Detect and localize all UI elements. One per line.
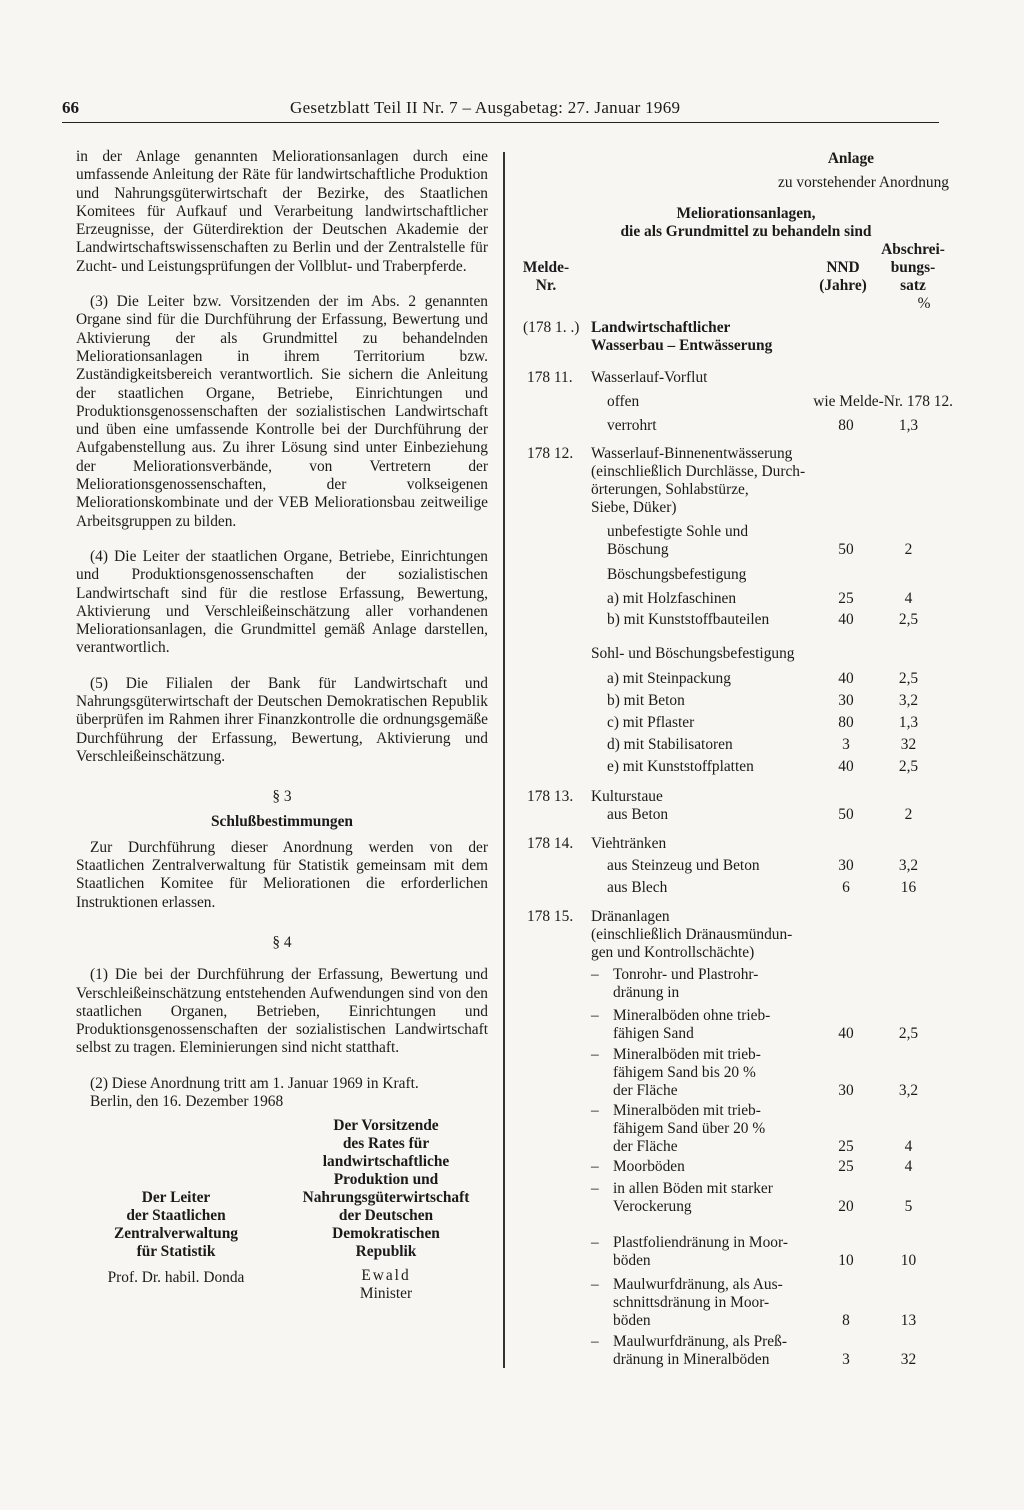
row-nnd: 30: [838, 691, 854, 709]
row-text: Sohl- und Böschungsbefestigung: [591, 644, 795, 662]
row-abschreibung: 4: [904, 1157, 913, 1175]
row-text-line: fähigen Sand: [613, 1024, 694, 1042]
sig-left-line: Zentralverwaltung: [114, 1225, 238, 1243]
sig-left-line: der Staatlichen: [126, 1207, 226, 1225]
row-text-line: Maulwurfdränung, als Aus-: [613, 1275, 783, 1293]
row-text: [591, 445, 851, 518]
dash-bullet: –: [591, 1179, 599, 1197]
row-text-line: gen und Kontrollschächte): [591, 944, 755, 962]
col-header-line: (Jahre): [819, 276, 867, 294]
row-number: 178 13.: [527, 787, 574, 805]
row-text: Wasserlauf-Vorflut: [591, 368, 708, 386]
row-text-line: Wasserlauf-Binnenentwässerung: [591, 444, 793, 462]
col-header-line: bungs-: [890, 258, 936, 276]
signature-right: [281, 1117, 491, 1303]
row-nnd: 30: [838, 1081, 854, 1099]
col-header-line: Melde-: [522, 258, 570, 276]
sig-right-line: landwirtschaftliche: [322, 1153, 450, 1171]
row-text: e) mit Kunststoffplatten: [607, 757, 754, 775]
row-nnd: 25: [838, 1157, 854, 1175]
row-text: [607, 523, 857, 560]
paragraph-3: (3) Die Leiter bzw. Vorsitzenden der im Abs. 2 genannten Organe sind für die Durchführung der Erfassung, Bewertung und Aktivierung der als Grundmittel zu behandelnden Meliorationsanlagen in ihrem Territorium bzw. Zuständigkeitsbereich verantwortlich. Sie sichern die Anleitung der staatlichen Organe, Betriebe, Einrichtungen und Produktionsgenossenschaften der sozialistischen Landwirtschaft und üben eine umfassende Kontrolle bei der Durchführung der Aufgabenstellung aus. Zu ihrer Lösung sind unter Einbeziehung der Meliorationsverbände, von Vertretern der Meliorationsgenossenschaften, der volkseigenen Meliorationskombinate und der VEB Meliorationsbau zeitweilige Arbeitsgruppen zu bilden.: [76, 293, 488, 530]
row-abschreibung: 2,5: [898, 1024, 919, 1042]
right-column: [521, 150, 953, 1368]
row-text-line: Kulturstaue: [591, 787, 663, 805]
row-text: a) mit Holzfaschinen: [607, 589, 737, 607]
row-text: b) mit Kunststoffbauteilen: [607, 610, 770, 628]
row-text: aus Steinzeug und Beton: [607, 856, 760, 874]
row-number: (178 1. .): [523, 318, 580, 336]
paragraph-5: (5) Die Filialen der Bank für Landwirtschaft und Nahrungsgüterwirtschaft der Deutschen Demokratischen Republik überprüfen im Rahmen ihrer Finanzkontrolle die ordnungsgemäße Durchführung der Erfassung, Bewertung, Aktivierung und Verschleißeinschätzung.: [76, 674, 488, 765]
row-text-line: Landwirtschaftlicher: [591, 318, 731, 336]
row-text-line: Siebe, Düker): [591, 499, 677, 517]
row-nnd: 50: [838, 805, 854, 823]
row-text-line: (einschließlich Durchlässe, Durch-: [591, 462, 806, 480]
anlage-title: Anlage: [827, 150, 874, 167]
col-header-melde-nr: [521, 259, 571, 295]
row-nnd: 50: [838, 540, 854, 558]
list-title: [521, 205, 951, 241]
row-abschreibung: 13: [900, 1311, 917, 1329]
col-header-abschreibungssatz: [873, 241, 953, 313]
section-3-number: § 3: [272, 788, 292, 806]
sig-left-name: Prof. Dr. habil. Donda: [107, 1269, 245, 1287]
section-3-text: Zur Durchführung dieser Anordnung werden von der Staatlichen Zentralverwaltung für Statistik gemeinsam mit dem Staatlichen Komitee für Meliorationen die erforderlichen Instruktionen erlassen.: [76, 838, 488, 911]
row-nnd: 25: [838, 1137, 854, 1155]
row-nnd: 30: [838, 856, 854, 874]
row-text: [591, 788, 841, 825]
row-text-line: Moorböden: [613, 1157, 685, 1175]
col-header-nnd: [813, 259, 873, 295]
row-text: b) mit Beton: [607, 691, 685, 709]
row-text: [591, 908, 851, 963]
dash-bullet: –: [591, 1045, 599, 1063]
row-nnd: 3: [842, 735, 850, 753]
row-abschreibung: 32: [900, 1350, 917, 1368]
row-abschreibung: 2,5: [898, 669, 919, 687]
signature-block: [76, 1117, 488, 1307]
section-4-number: § 4: [272, 933, 292, 951]
row-text-line: Plastfoliendränung in Moor-: [613, 1233, 788, 1251]
dash-bullet: –: [591, 1332, 599, 1350]
row-text-line: dränung in Mineralböden: [613, 1350, 770, 1368]
sig-right-line: des Rates für: [342, 1135, 430, 1153]
sig-left-line: für Statistik: [136, 1243, 216, 1261]
sig-right-name: Ewald: [361, 1267, 411, 1285]
row-text-line: Dränanlagen: [591, 907, 670, 925]
row-abschreibung: 10: [900, 1251, 917, 1269]
list-title-line: Meliorationsanlagen,: [676, 204, 816, 222]
row-text-line: Mineralböden ohne trieb-: [613, 1006, 771, 1024]
row-text: Viehtränken: [591, 834, 667, 852]
row-nnd: 6: [842, 878, 850, 896]
dash-bullet: –: [591, 1275, 599, 1293]
dash-bullet: –: [591, 1233, 599, 1251]
col-header-line: satz: [900, 276, 926, 294]
dash-bullet: –: [591, 965, 599, 983]
dash-bullet: –: [591, 1101, 599, 1119]
row-abschreibung: 2: [904, 540, 913, 558]
row-abschreibung: 3,2: [898, 691, 919, 709]
left-column: [76, 148, 488, 1307]
row-abschreibung: 32: [900, 735, 917, 753]
row-nnd: 3: [842, 1350, 850, 1368]
row-text-line: örterungen, Sohlabstürze,: [591, 481, 749, 499]
signature-left: [76, 1189, 276, 1287]
row-number: 178 15.: [527, 907, 574, 925]
page-header: [62, 96, 939, 123]
row-text-line: Verockerung: [613, 1197, 692, 1215]
row-nnd: 25: [838, 589, 854, 607]
row-text-line: Maulwurfdränung, als Preß-: [613, 1332, 787, 1350]
row-text-line: der Fläche: [613, 1082, 678, 1100]
sig-right-line: Republik: [355, 1243, 417, 1261]
row-number: 178 11.: [527, 368, 573, 386]
row-text-line: der Fläche: [613, 1138, 678, 1156]
row-text: verrohrt: [607, 416, 657, 434]
row-reference: wie Melde-Nr. 178 12.: [813, 392, 953, 410]
row-number: 178 14.: [527, 834, 574, 852]
row-text-line: böden: [613, 1251, 651, 1269]
row-abschreibung: 1,3: [898, 713, 919, 731]
row-nnd: 10: [838, 1251, 854, 1269]
row-text: Böschungsbefestigung: [607, 565, 747, 583]
row-text-line: (einschließlich Dränausmündun-: [591, 925, 793, 943]
row-text: a) mit Steinpackung: [607, 669, 731, 687]
page-title: Gesetzblatt Teil II Nr. 7 – Ausgabetag: 27. Januar 1969: [290, 98, 681, 117]
row-text-line: Tonrohr- und Plastrohr-: [613, 965, 759, 983]
section-3-title: Schlußbestimmungen: [211, 812, 353, 830]
paragraph-intro: in der Anlage genannten Meliorationsanlagen durch eine umfassende Anleitung der Räte für landwirtschaftliche Produktion und Nahrungsgüterwirtschaft der Bezirke, des Staatlichen Komitees für Aufkauf und Verarbeitung landwirtschaftlicher Erzeugnisse, der Güterdirektion der Deutschen Akademie der Landwirtschaftswissenschaften zu Berlin und der Zentralstelle für Zucht- und Leistungsprüfungen der Vollblut- und Traberpferde.: [76, 148, 488, 275]
page-number: 66: [62, 98, 79, 117]
row-text-line: aus Beton: [607, 805, 669, 823]
sig-right-line: der Deutschen: [338, 1207, 434, 1225]
row-text: aus Blech: [607, 878, 668, 896]
col-header-line: NND: [826, 258, 860, 276]
sig-left-line: Der Leiter: [141, 1189, 211, 1207]
row-abschreibung: 5: [904, 1197, 913, 1215]
row-text-line: böden: [613, 1312, 651, 1330]
row-nnd: 8: [842, 1311, 850, 1329]
row-abschreibung: 3,2: [898, 1081, 919, 1099]
col-header-line: Abschrei-: [881, 240, 945, 258]
row-nnd: 20: [838, 1197, 854, 1215]
section-4-paragraph-2: (2) Diese Anordnung tritt am 1. Januar 1969 in Kraft.: [90, 1074, 419, 1092]
sig-right-line: Nahrungsgüterwirtschaft: [302, 1189, 470, 1207]
row-text-line: in allen Böden mit starker: [613, 1179, 773, 1197]
paragraph-4: (4) Die Leiter der staatlichen Organe, Betriebe, Einrichtungen und Produktionsgenossenschaften der sozialistischen Landwirtschaft sind für die restlose Erfassung, Bewertung, Aktivierung und Verschleißeinschätzung aller vorhandenen Meliorationsanlagen, die Grundmittel gemäß Anlage darstellen, verantwortlich.: [76, 547, 488, 657]
row-abschreibung: 4: [904, 589, 913, 607]
row-text: [591, 319, 841, 356]
row-text-line: Wasserbau – Entwässerung: [591, 336, 773, 354]
row-abschreibung: 16: [900, 878, 917, 896]
col-header-line: Nr.: [535, 276, 557, 294]
row-nnd: 40: [838, 610, 854, 628]
dash-bullet: –: [591, 1157, 599, 1175]
row-nnd: 40: [838, 1024, 854, 1042]
row-text-line: unbefestigte Sohle und: [607, 522, 749, 540]
row-text-line: schnittsdränung in Moor-: [613, 1293, 770, 1311]
row-text-line: dränung in: [613, 983, 680, 1001]
row-nnd: 40: [838, 669, 854, 687]
sig-right-role: Minister: [359, 1285, 413, 1303]
row-number: 178 12.: [527, 444, 574, 462]
row-text: d) mit Stabilisatoren: [607, 735, 733, 753]
row-nnd: 80: [838, 713, 854, 731]
sig-right-line: Der Vorsitzende: [333, 1117, 439, 1135]
sig-right-line: Demokratischen: [332, 1225, 440, 1243]
row-text-line: fähigem Sand über 20 %: [613, 1119, 766, 1137]
row-abschreibung: 2,5: [898, 610, 919, 628]
dash-bullet: –: [591, 1006, 599, 1024]
row-text: c) mit Pflaster: [607, 713, 695, 731]
column-divider: [503, 152, 505, 1368]
row-abschreibung: 4: [904, 1137, 913, 1155]
list-title-line: die als Grundmittel zu behandeln sind: [620, 222, 872, 240]
col-header-line: %: [917, 294, 931, 312]
row-text: [591, 965, 863, 1003]
row-nnd: 80: [838, 416, 854, 434]
place-date: Berlin, den 16. Dezember 1968: [90, 1093, 284, 1111]
row-abschreibung: 1,3: [898, 416, 919, 434]
sig-right-line: Produktion und: [333, 1171, 439, 1189]
row-abschreibung: 2: [904, 805, 913, 823]
row-text-line: Böschung: [607, 540, 669, 558]
row-nnd: 40: [838, 757, 854, 775]
row-text-line: fähigem Sand bis 20 %: [613, 1063, 756, 1081]
section-4-paragraph-1: (1) Die bei der Durchführung der Erfassung, Bewertung und Verschleißeinschätzung entstehenden Aufwendungen sind von den staatlichen Organen, Betrieben, Einrichtungen und Produktionsgenossenschaften der sozialistischen Landwirtschaft selbst zu tragen. Eleminierungen sind nicht statthaft.: [76, 966, 488, 1057]
row-abschreibung: 2,5: [898, 757, 919, 775]
row-text: offen: [607, 392, 640, 410]
row-text-line: Mineralböden mit trieb-: [613, 1101, 761, 1119]
table-header: [521, 240, 951, 323]
row-text-line: Mineralböden mit trieb-: [613, 1045, 761, 1063]
anlage-subtitle: zu vorstehender Anordnung: [778, 174, 949, 192]
row-abschreibung: 3,2: [898, 856, 919, 874]
